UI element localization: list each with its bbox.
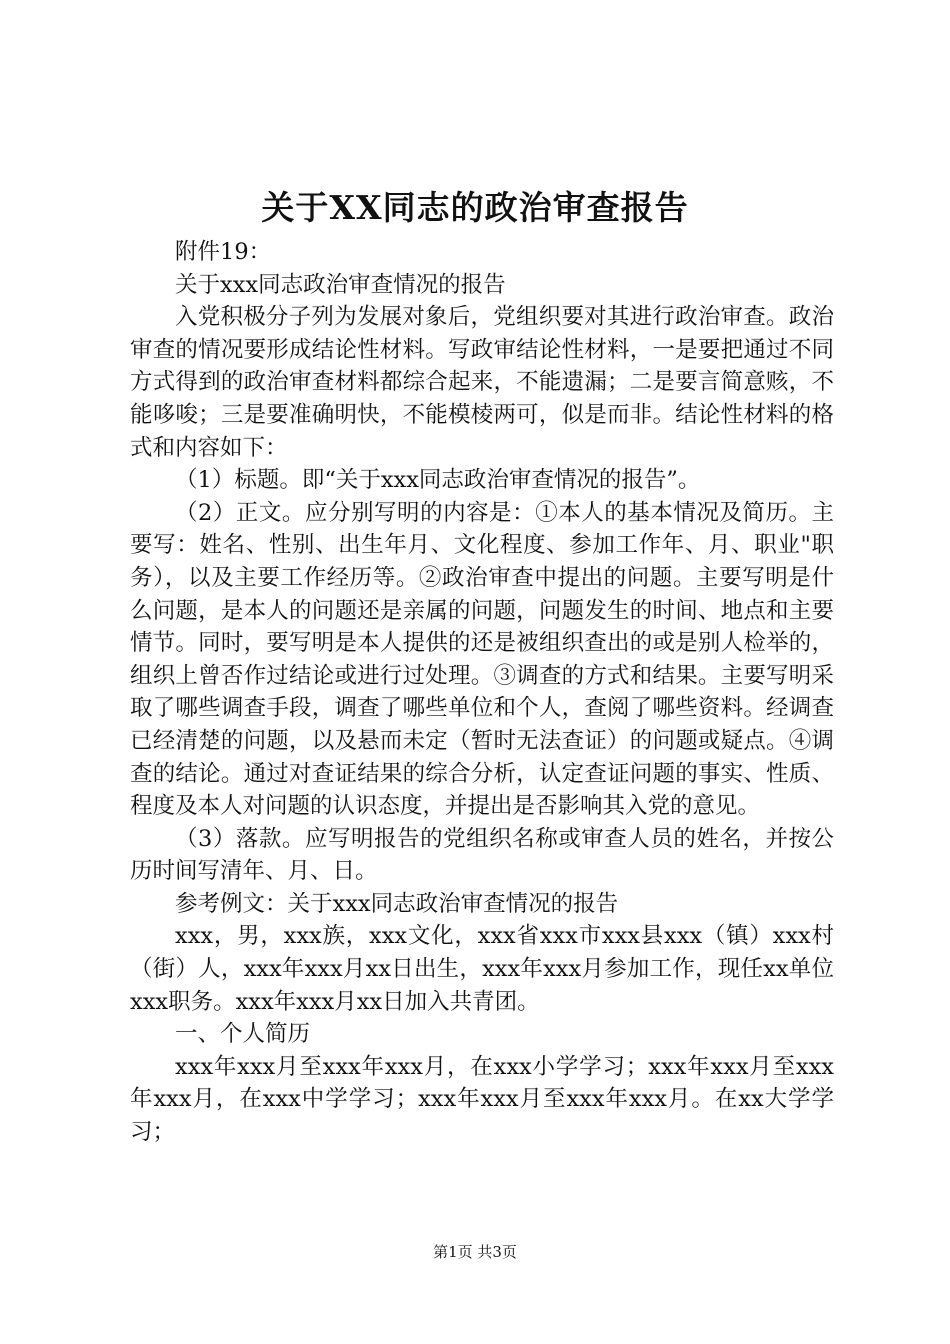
- paragraph-resume: xxx年xxx月至xxx年xxx月，在xxx小学学习；xxx年xxx月至xxx年xxx月，在xxx中学学习；xxx年xxx月至xxx年xxx月。在xx大学学习；: [130, 1053, 834, 1146]
- paragraph-intro: 入党积极分子列为发展对象后，党组织要对其进行政治审查。政治审查的情况要形成结论性材料。写政审结论性材料，一是要把通过不同方式得到的政治审查材料都综合起来，不能遗漏；二是要言简意赅，不能哆唆；三是要准确明快，不能模棱两可，似是而非。结论性材料的格式和内容如下：: [130, 304, 834, 461]
- document-body: [130, 236, 834, 1149]
- paragraph-signature-format: （3）落款。应写明报告的党组织名称或审查人员的姓名，并按公历时间写清年、月、日。: [130, 825, 834, 885]
- paragraph-section-heading: 一、个人简历: [175, 1021, 311, 1048]
- page-number: 第1页 共3页: [433, 1243, 517, 1261]
- paragraph-example-title: 参考例文：关于xxx同志政治审查情况的报告: [175, 890, 619, 917]
- paragraph-subtitle: 关于xxx同志政治审查情况的报告: [175, 271, 506, 298]
- paragraph-example-basic-info: xxx，男，xxx族，xxx文化，xxx省xxx市xxx县xxx（镇）xxx村（街）人，xxx年xxx月xx日出生，xxx年xxx月参加工作，现任xx单位xxx职务。xxx年xxx月xx日加入共青团。: [130, 923, 834, 1015]
- paragraph-body-content: （2）正文。应分别写明的内容是：①本人的基本情况及简历。主要写：姓名、性别、出生年月、文化程度、参加工作年、月、职业"职务），以及主要工作经历等。②政治审查中提出的问题。主要写明是什么问题，是本人的问题还是亲属的问题，问题发生的时间、地点和主要情节。同时，要写明是本人提供的还是被组织查出的或是别人检举的，组织上曾否作过结论或进行过处理。③调查的方式和结果。主要写明采取了哪些调查手段，调查了哪些单位和个人，查阅了哪些资料。经调查已经清楚的问题，以及悬而未定（暂时无法查证）的问题或疑点。④调查的结论。通过对查证结果的综合分析，认定查证问题的事实、性质、程度及本人对问题的认识态度，并提出是否影响其入党的意见。: [130, 499, 834, 820]
- paragraph-heading-format: （1）标题。即“关于xxx同志政治审查情况的报告”。: [175, 467, 701, 494]
- document-title: 关于XX同志的政治审查报告: [261, 188, 689, 227]
- paragraph-attachment-label: 附件19：: [175, 239, 272, 265]
